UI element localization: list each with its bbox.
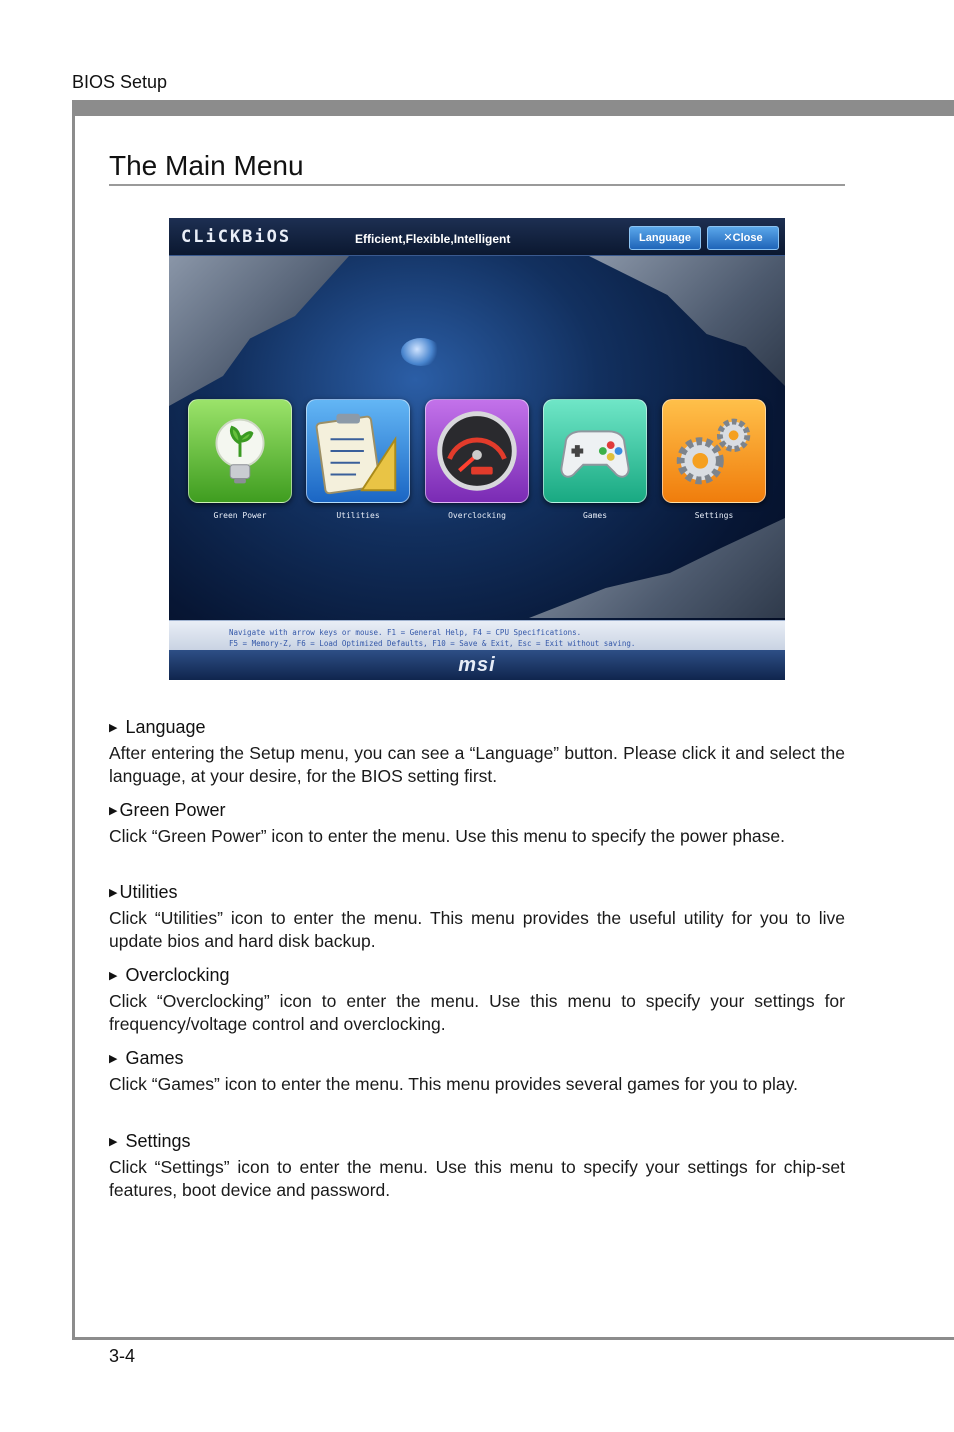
item-body: Click “Utilities” icon to enter the menu. This menu provides the useful utility for you to live update bios and hard disk backup.	[109, 908, 845, 951]
section-label: BIOS Setup	[72, 72, 168, 92]
green-power-button[interactable]	[188, 399, 292, 503]
help-text-line: F5 = Memory-Z, F6 = Load Optimized Defaults, F10 = Save & Exit, Esc = Exit without saving.	[229, 639, 636, 648]
page-title: The Main Menu	[109, 150, 304, 181]
help-text-line: Navigate with arrow keys or mouse. F1 = General Help, F4 = CPU Specifications.	[229, 628, 582, 637]
settings-label: Settings	[694, 511, 734, 520]
item-utilities	[109, 881, 845, 953]
close-button[interactable]	[707, 226, 779, 250]
stone-decoration	[529, 518, 785, 618]
close-icon: ✕	[723, 232, 733, 244]
item-body: After entering the Setup menu, you can see a “Language” button. Please click it and select the language, at your desire, for the BIOS setting first.	[109, 743, 845, 786]
item-title: Green Power	[119, 800, 226, 820]
games-label: Games	[582, 511, 608, 520]
gamepad-icon	[544, 400, 646, 502]
item-overclocking	[109, 964, 845, 1036]
clickbios-logo: CLiCKBiOS	[181, 227, 292, 247]
item-title: Language	[125, 717, 206, 737]
globe-icon	[401, 338, 441, 366]
bottom-rule	[72, 1337, 954, 1340]
games-button[interactable]	[543, 399, 647, 503]
item-green-power	[109, 799, 845, 848]
close-button-label: Close	[732, 232, 763, 244]
item-title: Games	[125, 1048, 184, 1068]
stone-decoration	[169, 256, 349, 406]
bios-footer	[169, 650, 785, 680]
item-body: Click “Green Power” icon to enter the menu. Use this menu to specify the power phase.	[109, 826, 786, 846]
overclocking-button[interactable]	[425, 399, 529, 503]
header-bar	[72, 100, 954, 116]
bullet-triangle-icon: ▶	[109, 722, 118, 734]
lightbulb-icon	[189, 400, 291, 502]
left-rule	[72, 100, 75, 1340]
bios-tagline: Efficient,Flexible,Intelligent	[355, 232, 511, 246]
item-games	[109, 1047, 845, 1096]
green-power-label: Green Power	[213, 511, 267, 520]
utilities-label: Utilities	[336, 511, 380, 520]
bullet-triangle-icon: ▶	[109, 1053, 118, 1065]
bullet-triangle-icon: ▶	[109, 887, 118, 899]
item-body: Click “Games” icon to enter the menu. This menu provides several games for you to play.	[109, 1074, 798, 1094]
item-body: Click “Settings” icon to enter the menu. Use this menu to specify your settings for chip-set features, boot device and password.	[109, 1157, 845, 1200]
bullet-triangle-icon: ▶	[109, 970, 118, 982]
item-title: Settings	[125, 1131, 191, 1151]
settings-button[interactable]	[662, 399, 766, 503]
bullet-triangle-icon: ▶	[109, 805, 118, 817]
msi-logo: msi	[458, 654, 496, 676]
utilities-button[interactable]	[306, 399, 410, 503]
item-title: Overclocking	[125, 965, 230, 985]
item-language	[109, 716, 845, 788]
language-button[interactable]: Language	[629, 226, 701, 250]
gears-icon	[663, 400, 765, 502]
bios-help-bar	[169, 620, 785, 650]
stone-decoration	[589, 256, 785, 386]
bios-screenshot	[169, 218, 785, 680]
item-settings	[109, 1130, 845, 1202]
item-title: Utilities	[119, 882, 178, 902]
page-number: 3-4	[109, 1346, 136, 1366]
bios-header	[169, 218, 785, 256]
speedometer-icon	[426, 400, 528, 502]
overclocking-label: Overclocking	[448, 511, 506, 520]
bullet-triangle-icon: ▶	[109, 1136, 118, 1148]
item-body: Click “Overclocking” icon to enter the menu. Use this menu to specify your settings for frequency/voltage control and overclocking.	[109, 991, 845, 1034]
clipboard-icon	[307, 400, 409, 502]
title-rule	[109, 184, 845, 186]
